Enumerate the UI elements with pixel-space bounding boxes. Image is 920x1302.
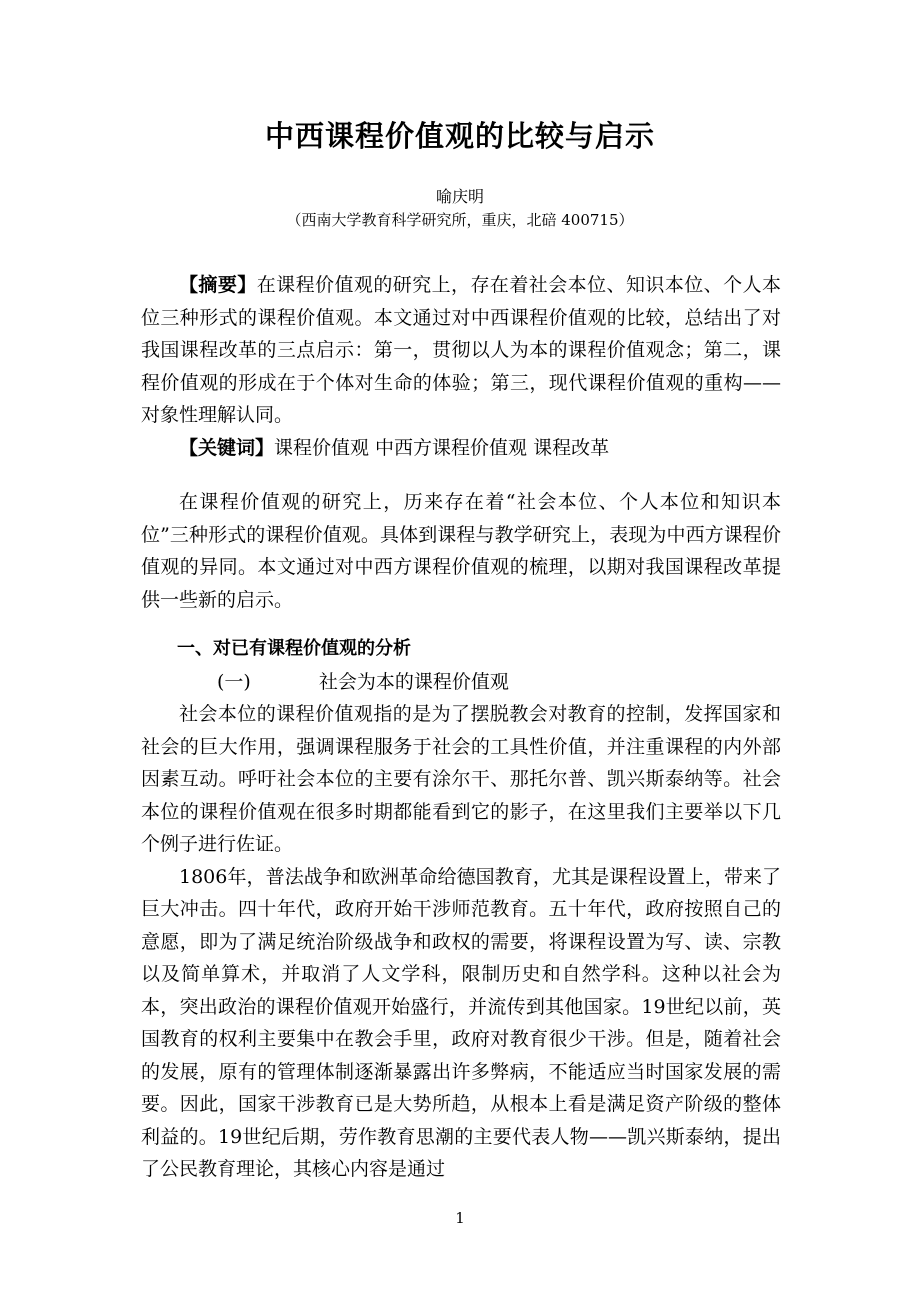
intro-paragraph: 在课程价值观的研究上，历来存在着“社会本位、个人本位和知识本位”三种形式的课程价值观。具体到课程与教学研究上，表现为中西方课程价值观的异同。本文通过对中西方课程价值观的梳理，以期对我国课程改革提供一些新的启示。 <box>141 491 781 611</box>
abstract-label: 【摘要】 <box>179 274 257 296</box>
body-paragraph: 社会本位的课程价值观指的是为了摆脱教会对教育的控制，发挥国家和社会的巨大作用，强调课程服务于社会的工具性价值，并注重课程的内外部因素互动。呼吁社会本位的主要有涂尔干、那托尔普、凯兴斯泰纳等。社会本位的课程价值观在很多时期都能看到它的影子，在这里我们主要举以下几个例子进行佐证。 <box>141 703 781 855</box>
section-heading: 一、对已有课程价值观的分析 <box>177 638 411 659</box>
author-name: 喻庆明 <box>435 187 484 206</box>
keywords-paragraph <box>141 432 781 465</box>
document-title: 中西课程价值观的比较与启示 <box>264 119 655 153</box>
keywords-label: 【关键词】 <box>179 436 275 459</box>
author-affiliation: （西南大学教育科学研究所，重庆，北碚 400715） <box>286 211 634 229</box>
body-paragraph: 1806年，普法战争和欧洲革命给德国教育，尤其是课程设置上，带来了巨大冲击。四十年代，政府开始干涉师范教育。五十年代，政府按照自己的意愿，即为了满足统治阶级战争和政权的需要，将课程设置为写、读、宗教以及简单算术，并取消了人文学科，限制历史和自然学科。这种以社会为本，突出政治的课程价值观开始盛行，并流传到其他国家。19世纪以前，英国教育的权利主要集中在教会手里，政府对教育很少干涉。但是，随着社会的发展，原有的管理体制逐渐暴露出许多弊病，不能适应当时国家发展的需要。因此，国家干涉教育已是大势所趋，从根本上看是满足资产阶级的整体利益的。19世纪后期，劳作教育思潮的主要代表人物——凯兴斯泰纳，提出了公民教育理论，其核心内容是通过 <box>141 865 781 1180</box>
page-number: 1 <box>455 1209 465 1227</box>
abstract-block <box>141 269 781 464</box>
keywords-text: 课程价值观 中西方课程价值观 课程改革 <box>274 436 610 459</box>
subsection-heading <box>141 666 781 699</box>
abstract-text: 在课程价值观的研究上，存在着社会本位、知识本位、个人本位三种形式的课程价值观。本文通过对中西课程价值观的比较，总结出了对我国课程改革的三点启示：第一，贯彻以人为本的课程价值观念；第二，课程价值观的形成在于个体对生命的体验；第三，现代课程价值观的重构——对象性理解认同。 <box>141 274 781 426</box>
abstract-paragraph <box>141 269 781 432</box>
subsection-number: (一) <box>217 670 251 693</box>
section-1 <box>141 633 781 1186</box>
subsection-title: 社会为本的课程价值观 <box>318 670 509 693</box>
intro-block <box>141 486 781 616</box>
